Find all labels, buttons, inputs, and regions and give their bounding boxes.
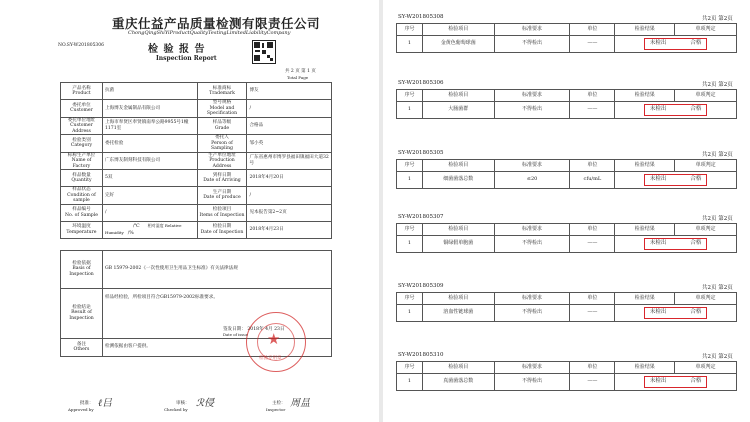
header-cell: 单位 bbox=[570, 160, 615, 172]
header-cell: 检验项目 bbox=[422, 90, 494, 102]
result-table bbox=[396, 89, 737, 119]
report-title-en: Inspection Report bbox=[156, 55, 217, 62]
report-code: SY-W201805310 bbox=[398, 352, 444, 358]
report-title-cn: 检 验 报 告 bbox=[148, 44, 206, 55]
info-row: 样品数量 Quantity 5双 到样日期 Date of Arriving 2018年4月20日 bbox=[61, 170, 332, 187]
info-row: 委托单位 Customer 上海博友金属制品有限公司 型号规格 Model and Specification / bbox=[61, 100, 332, 118]
result-highlight-box: 未检出 合格 bbox=[644, 238, 708, 250]
result-row: 1 真菌菌落总数 不得检出 —— 未检出 合格 bbox=[397, 374, 737, 391]
result-table bbox=[396, 223, 737, 253]
header-cell: 单位 bbox=[570, 90, 615, 102]
result-table bbox=[396, 361, 737, 391]
result-table bbox=[396, 292, 737, 322]
inspector-signature: 周昷 bbox=[290, 398, 310, 409]
result-highlight-box: 未检出 合格 bbox=[644, 38, 708, 50]
header-cell: 检验项目 bbox=[422, 160, 494, 172]
report-code: SY-W201805306 bbox=[398, 80, 444, 86]
page-indicator: 共 2 页 第 1 页 bbox=[285, 69, 316, 74]
page-divider bbox=[379, 0, 383, 422]
header-cell: 序号 bbox=[397, 362, 423, 374]
header-cell: 单项判定 bbox=[675, 160, 737, 172]
header-cell: 单项判定 bbox=[675, 90, 737, 102]
approved-by-label: 批准： bbox=[80, 401, 94, 406]
basis-row: 检验依据 Basis of Inspection GB 15979-2002《一次性使用卫生用品卫生标准》有关法律法规 bbox=[61, 250, 332, 288]
result-table bbox=[396, 159, 737, 189]
header-cell: 单位 bbox=[570, 24, 615, 36]
header-cell: 检验项目 bbox=[422, 293, 494, 305]
result-highlight-box: 未检出 合格 bbox=[644, 174, 708, 186]
header-cell: 检验结果 bbox=[615, 24, 675, 36]
header-cell: 单项判定 bbox=[675, 24, 737, 36]
header-cell: 单项判定 bbox=[675, 293, 737, 305]
result-highlight-box: 未检出 合格 bbox=[644, 307, 708, 319]
result-row: 检验结论 Result of Inspection 样品经检验，所检项目符合GB15979-2002标准要求。 签发日期： 2018年 4月 23日 Date of issue bbox=[61, 288, 332, 338]
header-cell: 单项判定 bbox=[675, 224, 737, 236]
header-cell: 标准要求 bbox=[494, 362, 570, 374]
header-cell: 序号 bbox=[397, 293, 423, 305]
header-cell: 检验结果 bbox=[615, 293, 675, 305]
page-indicator: 共2页 第2页 bbox=[702, 285, 733, 291]
page-indicator: 共2页 第2页 bbox=[702, 16, 733, 22]
report-code: SY-W201805307 bbox=[398, 214, 444, 220]
header-cell: 检验项目 bbox=[422, 24, 494, 36]
header-cell: 单项判定 bbox=[675, 362, 737, 374]
header-cell: 序号 bbox=[397, 224, 423, 236]
header-cell: 单位 bbox=[570, 224, 615, 236]
report-code: SY-W201805305 bbox=[398, 150, 444, 156]
approver-signature: ℓ㠯 bbox=[98, 398, 113, 409]
header-cell: 检验结果 bbox=[615, 362, 675, 374]
info-row: 委托单位地址 Customer Address 上海市奉贤区奉贤镇南奉公路9955号1幢1171室 样品等级 Grade 合格品 bbox=[61, 117, 332, 135]
result-row: 1 金黄色葡萄球菌 不得检出 —— 未检出 合格 bbox=[397, 36, 737, 53]
inspector-label: 主检： bbox=[272, 401, 286, 406]
result-row: 1 溶血性链球菌 不得检出 —— 未检出 合格 bbox=[397, 305, 737, 322]
org-name-cn: 重庆仕益产品质量检测有限责任公司 bbox=[112, 16, 321, 31]
env-row: 环境温度 Temperature /℃ 相对湿度 Relative Humidity /% 检验日期 Date of Inspection 2018年4月23日 bbox=[61, 221, 332, 238]
checked-by-en: Checked by bbox=[164, 407, 188, 412]
page-indicator: 共2页 第2页 bbox=[702, 354, 733, 360]
result-row: 1 大肠菌群 不得检出 —— 未检出 合格 bbox=[397, 102, 737, 119]
page-indicator: 共2页 第2页 bbox=[702, 152, 733, 158]
approved-by-en: Approved by bbox=[68, 407, 94, 412]
header-cell: 标准要求 bbox=[494, 90, 570, 102]
header-cell: 检验项目 bbox=[422, 362, 494, 374]
checker-signature: ℛ侵 bbox=[196, 398, 214, 409]
header-cell: 检验结果 bbox=[615, 90, 675, 102]
result-row: 1 细菌菌落总数 ≤20 cfu/mL 未检出 合格 bbox=[397, 172, 737, 189]
result-highlight-box: 未检出 合格 bbox=[644, 376, 708, 388]
page-indicator: 共2页 第2页 bbox=[702, 216, 733, 222]
header-cell: 检验结果 bbox=[615, 160, 675, 172]
report-code: SY-W201805309 bbox=[398, 283, 444, 289]
result-table bbox=[396, 23, 737, 53]
result-row: 1 铜绿假单胞菌 不得检出 —— 未检出 合格 bbox=[397, 236, 737, 253]
header-cell: 标准要求 bbox=[494, 224, 570, 236]
header-cell: 检验项目 bbox=[422, 224, 494, 236]
info-row: 标称生产单位 Name of Factory 广东博友制刻科技有限公司 生产单位地址 Production Address 广东省惠州市博罗县福田镇福田大道32号 bbox=[61, 152, 332, 170]
report-code: SY-W201805308 bbox=[398, 14, 444, 20]
result-highlight-box: 未检出 合格 bbox=[644, 104, 708, 116]
header-cell: 序号 bbox=[397, 90, 423, 102]
info-row: 样品编号 No. of Sample / 检验项目 Items of Inspection 见本报告第2~2页 bbox=[61, 204, 332, 221]
page-indicator-en: Total Page bbox=[287, 75, 309, 80]
header-cell: 序号 bbox=[397, 24, 423, 36]
org-name-en: ChongQingShiYiProductQualityTestingLimitedLiabilityCompany bbox=[128, 30, 291, 36]
qr-code-icon bbox=[252, 40, 276, 64]
report-number: NO.SY-W201805306 bbox=[58, 43, 105, 48]
header-cell: 序号 bbox=[397, 160, 423, 172]
info-row: 产品名称 Product 抗菌 标准商标 Trademark 博友 bbox=[61, 83, 332, 100]
header-cell: 单位 bbox=[570, 362, 615, 374]
inspector-en: Inspector bbox=[266, 407, 286, 412]
info-row: 检验类别 Category 委托检验 委托人 Person of Sampling 邹小英 bbox=[61, 135, 332, 153]
header-cell: 标准要求 bbox=[494, 293, 570, 305]
official-stamp: ★ 检验专用章 bbox=[246, 312, 306, 372]
header-cell: 标准要求 bbox=[494, 160, 570, 172]
inspection-results bbox=[384, 0, 750, 422]
page-indicator: 共2页 第2页 bbox=[702, 82, 733, 88]
header-cell: 检验结果 bbox=[615, 224, 675, 236]
checked-by-label: 审核： bbox=[176, 401, 190, 406]
header-cell: 标准要求 bbox=[494, 24, 570, 36]
header-cell: 单位 bbox=[570, 293, 615, 305]
others-row: 备注 Others 检测依据由客户提供。 bbox=[61, 338, 332, 356]
info-row: 样品状态 Condition of sample 完好 生产日期 Date of produce / bbox=[61, 187, 332, 205]
